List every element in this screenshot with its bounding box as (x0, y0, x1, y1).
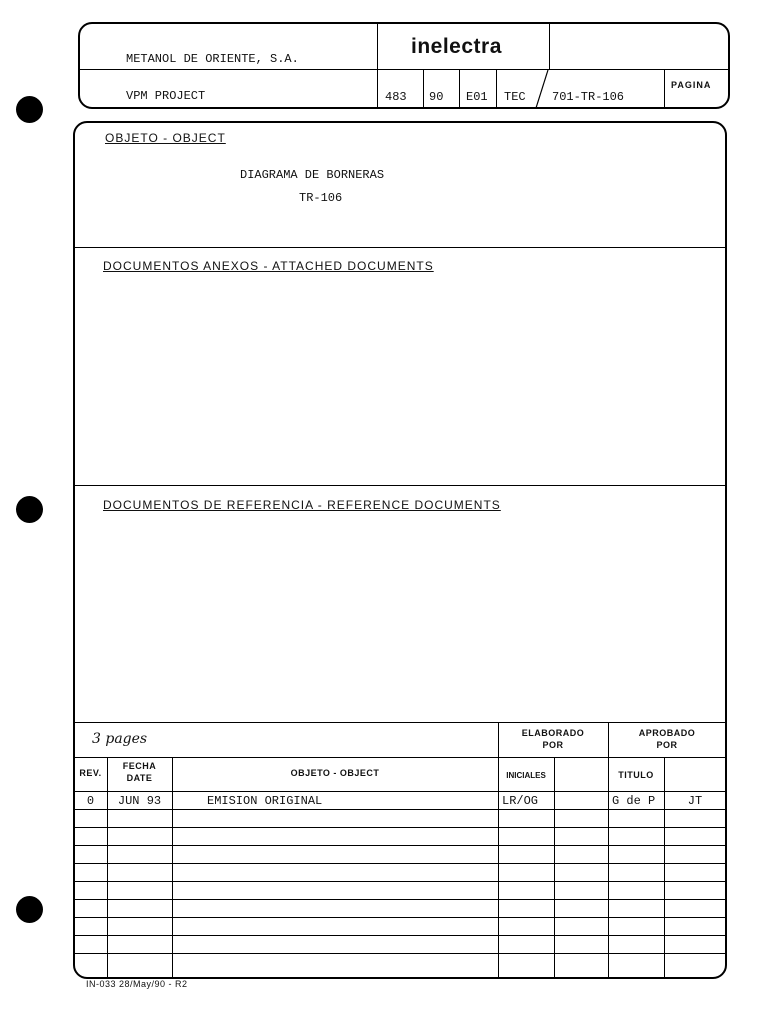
row-rev: 0 (86, 794, 95, 808)
binder-hole-top (16, 96, 43, 123)
object-heading: OBJETO - OBJECT (105, 131, 226, 145)
document-number: 701-TR-106 (552, 90, 625, 104)
header-code-3: E01 (466, 90, 488, 104)
header-code-4: TEC (504, 90, 526, 104)
header-code-2: 90 (429, 90, 444, 104)
project-name: VPM PROJECT (126, 89, 206, 103)
elaborado-label-line1: ELABORADO (521, 728, 585, 738)
aprobado-label-line1: APROBADO (638, 728, 696, 738)
reference-docs-heading: DOCUMENTOS DE REFERENCIA - REFERENCE DOCUMENTS (103, 498, 501, 512)
row-initials: LR/OG (502, 794, 539, 808)
col-header-objeto: OBJETO - OBJECT (290, 768, 380, 778)
header-slash (530, 70, 550, 108)
row-object: EMISION ORIGINAL (207, 794, 323, 808)
object-title-line2: TR-106 (299, 191, 343, 205)
row-approver: JT (687, 794, 703, 808)
brand-logo: inelectra (411, 35, 502, 58)
object-title-line1: DIAGRAMA DE BORNERAS (240, 168, 385, 182)
col-header-fecha: FECHA (122, 761, 157, 771)
col-header-rev: REV. (79, 768, 102, 778)
col-header-iniciales: INICIALES (506, 771, 546, 780)
row-date: JUN 93 (117, 794, 162, 808)
col-header-titulo: TITULO (618, 770, 654, 780)
row-title: G de P (612, 794, 656, 808)
elaborado-label-line2: POR (542, 740, 564, 750)
company-name: METANOL DE ORIENTE, S.A. (126, 52, 299, 66)
page-label: PAGINA (671, 80, 712, 90)
col-header-date: DATE (126, 773, 153, 783)
form-code-footer: IN-033 28/May/90 - R2 (86, 979, 188, 989)
attached-docs-heading: DOCUMENTOS ANEXOS - ATTACHED DOCUMENTS (103, 259, 434, 273)
header-code-1: 483 (385, 90, 407, 104)
handwritten-page-count: 3 pages (92, 731, 148, 747)
binder-hole-middle (16, 496, 43, 523)
binder-hole-bottom (16, 896, 43, 923)
aprobado-label-line2: POR (656, 740, 678, 750)
